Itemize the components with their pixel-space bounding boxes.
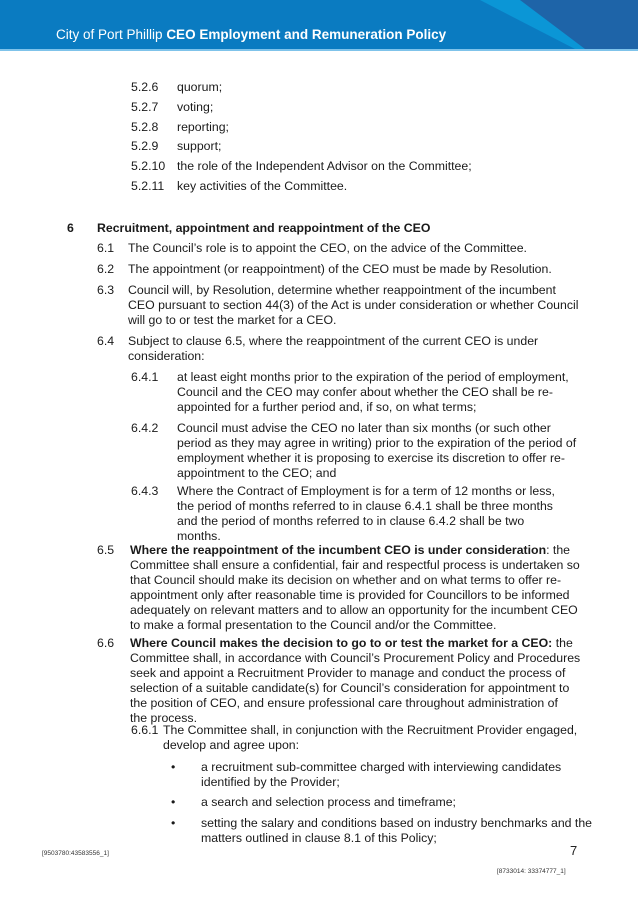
text-line: appointed for a further period and, if so, on what terms; <box>177 400 477 414</box>
clause-number: 5.2.9 <box>131 139 159 153</box>
clause-text <box>177 421 576 481</box>
policy-title: CEO Employment and Remuneration Policy <box>166 27 447 42</box>
text-line: matters outlined in clause 8.1 of this Policy; <box>201 831 437 845</box>
text-line: and the period of months referred to in clause 6.4.2 shall be two <box>177 514 525 528</box>
page-number: 7 <box>570 843 578 858</box>
text-line: setting the salary and conditions based on industry benchmarks and the <box>201 816 593 830</box>
text-fragment: : the <box>546 543 571 557</box>
clause-6-5 <box>97 543 580 633</box>
clause-text: quorum; <box>177 80 223 94</box>
clause-number: 5.2.6 <box>131 80 159 94</box>
bullet-item <box>171 816 592 846</box>
clause-lead-in: Where Council makes the decision to go to or test the market for a CEO: <box>130 636 553 650</box>
clause-number: 6.3 <box>97 283 115 297</box>
bullet-icon: • <box>171 816 176 830</box>
text-line: selection of a suitable candidate(s) for Council’s consideration for appointment to <box>130 681 570 695</box>
bullet-item <box>171 760 561 790</box>
clause-6-4-2 <box>131 421 576 481</box>
clause-number: 6.1 <box>97 241 115 255</box>
text-line: Council will, by Resolution, determine whether reappointment of the incumbent <box>128 283 556 297</box>
text-line: period as they may agree in writing) prior to the expiration of the period of <box>177 436 577 450</box>
clause-text <box>130 543 580 633</box>
text-line: adequately on relevant matters and to allow an opportunity for the incumbent CEO <box>130 603 578 617</box>
bullet-icon: • <box>171 760 176 774</box>
list-item <box>131 100 213 115</box>
bullet-item <box>171 795 456 810</box>
clause-6-6-1 <box>131 723 577 753</box>
text-line: a search and selection process and timeframe; <box>201 795 456 809</box>
bullet-text <box>201 816 592 846</box>
text-line <box>130 543 580 558</box>
bullet-icon: • <box>171 795 176 809</box>
clause-text <box>163 723 577 753</box>
text-line: Committee shall ensure a confidential, fair and respectful process is undertaken so <box>130 558 580 572</box>
org-name: City of Port Phillip <box>56 27 163 42</box>
text-line: seek and appoint a Recruitment Provider to manage and conduct the process of <box>130 666 566 680</box>
list-item <box>131 179 347 194</box>
clause-text: voting; <box>177 100 214 114</box>
clause-number: 5.2.7 <box>131 100 159 114</box>
text-line: employment whether it is proposing to exercise its discretion to offer re- <box>177 451 565 465</box>
clause-6-2 <box>97 262 552 277</box>
clause-text: key activities of the Committee. <box>177 179 348 193</box>
text-line: at least eight months prior to the expiration of the period of employment, <box>177 370 569 384</box>
clause-lead-in: Where the reappointment of the incumbent CEO is under consideration <box>130 543 547 557</box>
text-line: the position of CEO, and ensure professional care throughout administration of <box>130 696 558 710</box>
list-item <box>131 120 229 135</box>
clause-text <box>177 484 555 544</box>
clause-text <box>128 283 578 328</box>
text-line: that Council should make its decision on whether and on what terms to offer re- <box>130 573 562 587</box>
section-number: 6 <box>67 221 74 235</box>
list-item <box>131 139 221 154</box>
header-banner <box>0 0 638 49</box>
clause-6-1 <box>97 241 527 256</box>
text-fragment: the <box>552 636 573 650</box>
clause-6-4-3 <box>131 484 555 544</box>
footer-document-reference: [9503780:43583556_1] <box>42 850 109 857</box>
clause-number: 6.4 <box>97 334 115 348</box>
clause-number: 6.6.1 <box>131 723 159 737</box>
text-line: consideration: <box>128 349 205 363</box>
text-line: appointment only after reasonable time is provided for Councillors to be informed <box>130 588 570 602</box>
list-item <box>131 159 472 174</box>
clause-6-6 <box>97 636 580 726</box>
text-line: months. <box>177 529 221 543</box>
bullet-text <box>201 795 456 810</box>
text-line: appointment to the CEO; and <box>177 466 337 480</box>
text-line: the period of months referred to in clause 6.4.1 shall be three months <box>177 499 553 513</box>
clause-number: 6.6 <box>97 636 115 650</box>
text-line: CEO pursuant to section 44(3) of the Act is under consideration or whether Council <box>128 298 579 312</box>
clause-number: 5.2.8 <box>131 120 159 134</box>
list-item <box>131 80 222 95</box>
clause-text: The Council’s role is to appoint the CEO, on the advice of the Committee. <box>128 241 527 255</box>
clause-number: 5.2.11 <box>131 179 165 193</box>
clause-number: 5.2.10 <box>131 159 166 173</box>
text-line: Subject to clause 6.5, where the reappointment of the current CEO is under <box>128 334 539 348</box>
section-heading <box>67 221 430 236</box>
clause-text: The appointment (or reappointment) of the CEO must be made by Resolution. <box>128 262 552 276</box>
text-line: the process. <box>130 711 197 725</box>
clause-number: 6.4.1 <box>131 370 159 384</box>
clause-text <box>177 370 569 415</box>
clause-number: 6.4.3 <box>131 484 159 498</box>
bullet-text <box>201 760 561 790</box>
text-line: a recruitment sub-committee charged with interviewing candidates <box>201 760 562 774</box>
clause-text: the role of the Independent Advisor on the Committee; <box>177 159 472 173</box>
clause-text <box>130 636 580 726</box>
text-line: identified by the Provider; <box>201 775 340 789</box>
text-line: develop and agree upon: <box>163 738 300 752</box>
banner-underline <box>0 49 638 51</box>
clause-6-3 <box>97 283 578 328</box>
text-line: Council and the CEO may confer about whether the CEO shall be re- <box>177 385 553 399</box>
clause-text: support; <box>177 139 222 153</box>
clause-text: reporting; <box>177 120 229 134</box>
clause-number: 6.2 <box>97 262 115 276</box>
document-title <box>56 27 446 42</box>
text-line: Where the Contract of Employment is for a term of 12 months or less, <box>177 484 555 498</box>
text-line: Committee shall, in accordance with Council’s Procurement Policy and Procedures <box>130 651 581 665</box>
clause-6-4 <box>97 334 538 364</box>
text-line: Council must advise the CEO no later than six months (or such other <box>177 421 551 435</box>
text-line: The Committee shall, in conjunction with the Recruitment Provider engaged, <box>163 723 578 737</box>
section-title: Recruitment, appointment and reappointment of the CEO <box>97 221 431 235</box>
clause-6-4-1 <box>131 370 569 415</box>
text-line: to make a formal presentation to the Council and/or the Committee. <box>130 618 497 632</box>
clause-number: 6.5 <box>97 543 115 557</box>
clause-number: 6.4.2 <box>131 421 159 435</box>
footer-document-id: [8733014: 33374777_1] <box>497 868 566 875</box>
text-line: will go to or test the market for a CEO. <box>128 313 337 327</box>
text-line <box>130 636 580 651</box>
clause-text <box>128 334 538 364</box>
